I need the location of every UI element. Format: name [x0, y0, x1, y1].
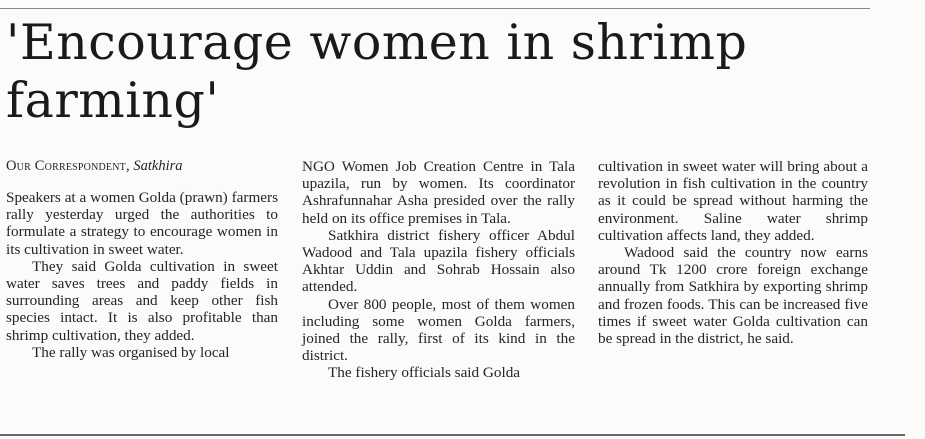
column-2 [302, 158, 575, 430]
headline: 'Encourage women in shrimp farming' [6, 14, 748, 129]
column-3 [598, 158, 868, 430]
paragraph: Over 800 people, most of them women including some women Golda farmers, joined the rally, first of its kind in the district. [302, 295, 575, 365]
bottom-rule [0, 434, 905, 436]
paragraph: They said Golda cultivation in sweet water saves trees and paddy fields in surrounding areas and keep other fish species intact. It is also profitable than shrimp cultivation, they added. [6, 257, 278, 344]
byline [6, 158, 278, 175]
paragraph: cultivation in sweet water will bring about a revolution in fish cultivation in the country as it could be spread without harming the environment. Saline water shrimp cultivation affects land, they added. [598, 158, 868, 244]
paragraph: The rally was organised by local [32, 343, 230, 361]
top-rule [0, 8, 870, 9]
byline-name: Our Correspondent, [6, 158, 130, 174]
column-1 [6, 158, 278, 430]
paragraph: NGO Women Job Creation Centre in Tala upazila, run by women. Its coordinator Ashrafunnahar Asha presided over the rally held on its office premises in Tala. [302, 158, 575, 227]
paragraph: Satkhira district fishery officer Abdul Wadood and Tala upazila fishery officials Akhtar Uddin and Sohrab Hossain also attended. [302, 226, 575, 296]
article-body [6, 158, 868, 430]
byline-place: Satkhira [133, 158, 183, 174]
paragraph: The fishery officials said Golda [328, 364, 521, 382]
paragraph: Wadood said the country now earns around Tk 1200 crore foreign exchange annually from Satkhira by exporting shrimp and frozen foods. This can be increased five times if sweet water Golda cultivation can be spread in the district, he said. [598, 244, 868, 348]
paragraph: Speakers at a women Golda (prawn) farmers rally yesterday urged the authorities to formulate a strategy to encourage women in its cultivation in sweet water. [6, 189, 278, 258]
